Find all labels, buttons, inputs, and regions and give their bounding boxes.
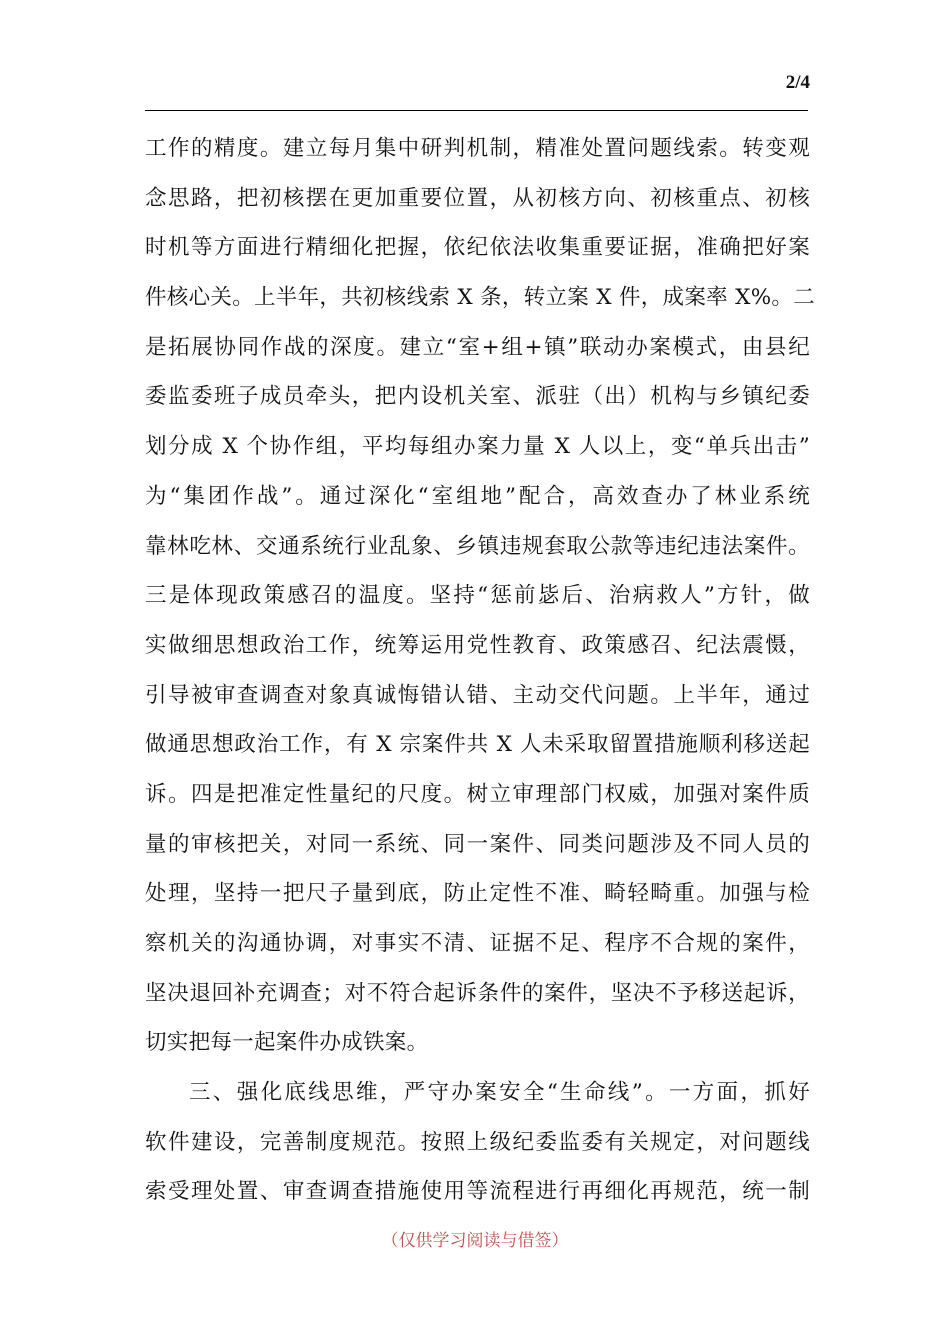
page-number: 2/4 xyxy=(785,72,810,93)
text-line: 软件建设，完善制度规范。按照上级纪委监委有关规定，对问题线 xyxy=(145,1129,810,1155)
text-line: 切实把每一起案件办成铁案。 xyxy=(145,1030,429,1056)
text-line: 靠林吃林、交通系统行业乱象、乡镇违规套取公款等违纪违法案件。 xyxy=(145,533,810,559)
text-line: 察机关的沟通协调，对事实不清、证据不足、程序不合规的案件， xyxy=(145,931,810,956)
body-text xyxy=(145,124,816,1217)
text-line: 委监委班子成员牵头，把内设机关室、派驻（出）机构与乡镇纪委 xyxy=(145,384,810,410)
text-line: 三是体现政策感召的温度。坚持“惩前毖后、治病救人”方针，做 xyxy=(145,583,810,609)
text-line: 索受理处置、审查调查措施使用等流程进行再细化再规范，统一制 xyxy=(145,1179,810,1205)
paragraph-heading-line: 三、强化底线思维，严守办案安全“生命线”。一方面，抓好 xyxy=(189,1080,810,1106)
footer-note: （仅供学习阅读与借签） xyxy=(381,1231,569,1251)
text-line: 划分成 X 个协作组，平均每组办案力量 X 人以上，变“单兵出击” xyxy=(145,434,810,460)
text-line: 量的审核把关，对同一系统、同一案件、同类问题涉及不同人员的 xyxy=(145,831,810,857)
text-line: 引导被审查调查对象真诚悔错认错、主动交代问题。上半年，通过 xyxy=(145,682,810,708)
text-line: 件核心关。上半年，共初核线索 X 条，转立案 X 件，成案率 X%。二 xyxy=(145,285,816,311)
text-line: 坚决退回补充调查；对不符合起诉条件的案件，坚决不予移送起诉， xyxy=(145,980,810,1006)
text-line: 做通思想政治工作，有 X 宗案件共 X 人未采取留置措施顺利移送起 xyxy=(145,732,810,758)
text-line: 念思路，把初核摆在更加重要位置，从初核方向、初核重点、初核 xyxy=(145,185,810,211)
text-line: 实做细思想政治工作，统筹运用党性教育、政策感召、纪法震慑， xyxy=(145,632,810,658)
text-line: 为“集团作战”。通过深化“室组地”配合，高效查办了林业系统 xyxy=(145,483,810,509)
text-line: 诉。四是把准定性量纪的尺度。树立审理部门权威，加强对案件质 xyxy=(145,781,810,807)
text-line: 工作的精度。建立每月集中研判机制，精准处置问题线索。转变观 xyxy=(145,136,810,161)
text-line: 时机等方面进行精细化把握，依纪依法收集重要证据，准确把好案 xyxy=(145,235,810,261)
header-rule xyxy=(145,110,808,111)
text-line: 处理，坚持一把尺子量到底，防止定性不准、畸轻畸重。加强与检 xyxy=(145,881,810,907)
text-line: 是拓展协同作战的深度。建立“室+组+镇”联动办案模式，由县纪 xyxy=(145,334,810,360)
